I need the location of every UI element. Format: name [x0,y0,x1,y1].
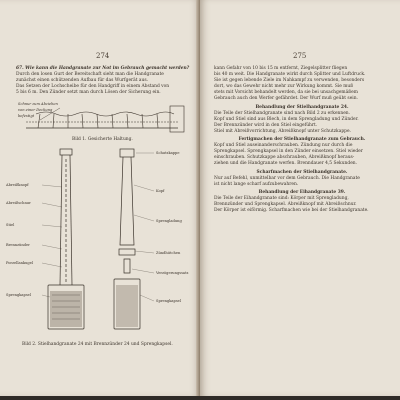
text-line: bis 40 m weit. Die Handgranate wirkt durch Splitter und Luftdruck. [214,72,366,78]
figure-2-label: Sprengkapsel [156,299,181,303]
left-page-text [16,66,188,96]
text-line: Kopf und Stiel sind aus Blech, in dem Sprengladung und Zünder. [214,116,359,122]
figure-2-label: Porzellankugel [6,261,33,265]
figure-2-label: Verzögerungssatz [156,271,189,275]
figure-1-illustration [18,100,188,140]
figure-1-label: Schnur zum Abziehen [18,102,58,106]
text-line: Die Teile der Stielhandgranate sind nach Bild 2 zu erkennen. [214,110,351,116]
right-page-text [214,66,390,214]
text-line: zunächst einen schützenden Aufbau für das Wurfgerät aus. [16,78,149,84]
section-heading: Fertigmachen der Stielhandgranate zum Gebrauch. [238,137,366,143]
page-number: 274 [96,52,110,60]
page-number: 275 [293,52,307,60]
text-line: Das Setzen der Lochscheibe für den Handgriff in einem Abstand von [16,84,170,90]
figure-2-label: Kopf [156,189,165,193]
text-line: einschrauben. Schutzkappe abschrauben, Abreißknopf heraus- [214,155,355,161]
figure-2-label: Sprengkapsel [6,293,31,297]
figure-2-label: Schutzkappe [156,151,180,155]
text-line: Stiel mit Abreißvorrichtung, Abreißknopf unter Schutzkappe. [214,128,351,134]
left-page [0,0,200,396]
section-heading: Behandlung der Stielhandgranate 24. [255,104,349,110]
text-line: Durch den losen Gurt der Bereitschaft sieht man die Handgranate [16,72,164,78]
section-heading: Behandlung der Eihandgranate 39. [258,189,346,195]
text-line: Der Körper ist eiförmig. Scharfmachen wie bei der Stielhandgranate. [214,208,369,214]
question-heading: 67. Wie kann die Handgranate zur Not im Gebrauch gemacht werden? [16,66,190,71]
section-heading: Scharfmachen der Stielhandgranate. [256,169,348,175]
figure-1-label: von einer Deckung [18,108,53,112]
text-line: Sie ist gegen lebende Ziele im Nahkampf zu verwenden, besonders [214,78,365,84]
text-line: Brennzünder und Sprengkapsel. Abreißknopf mit Abreißschnur. [214,201,357,207]
right-page [200,0,400,396]
text-line: Kopf und Stiel auseinanderschrauben. Zündung nur durch die [214,143,353,149]
figure-2-label: Sprengladung [156,219,182,223]
text-line: Nur auf Befehl, unmittelbar vor dem Gebrauch. Die Handgranate [214,175,360,181]
text-line: ziehen und die Handgranate werfen. Brenndauer 4,5 Sekunden. [214,161,358,167]
figure-2-caption: Bild 2. Stielhandgranate 24 mit Brennzünder 24 und Sprengkapsel. [22,342,173,347]
figure-2-illustration [20,145,188,337]
figure-2-label: Stiel [6,223,15,227]
text-line: Der Brennzünder wird in den Stiel eingeführt. [214,122,318,128]
figure-2-label: Brennzünder [6,243,30,247]
figure-1-caption: Bild 1. Gesicherte Haltung. [72,137,133,142]
text-line: kann Gefahr von 10 bis 15 m entfernt, Ziegelsplitter fliegen [214,66,348,71]
figure-2-label: Zündhütchen [156,251,181,255]
text-line: Sprengkapsel. Sprengkapsel in den Zünder einsetzen. Stiel wieder [214,149,363,155]
text-line: stets mit Vorsicht behandelt werden, da sie bei unsachgemäßem [214,90,358,96]
text-line: Die Teile der Eihandgranate sind: Körper mit Sprengladung, [214,195,349,201]
figure-2-label: Abreißschnur [6,201,31,205]
figure-2-label: Abreißknopf [6,183,29,187]
text-line: dort, wo das Gewehr nicht mehr zur Wirkung kommt. Sie muß [214,84,354,90]
text-line: 5 bis 6 m. Den Zünder setzt man durch Lösen der Sicherung ein. [16,90,161,96]
figure-1-label: befestigt [18,114,35,118]
text-line: Gebrauch auch den Werfer gefährdet. Der Wurf muß geübt sein. [214,96,358,102]
text-line: ist nicht lange scharf aufzubewahren. [214,181,299,187]
